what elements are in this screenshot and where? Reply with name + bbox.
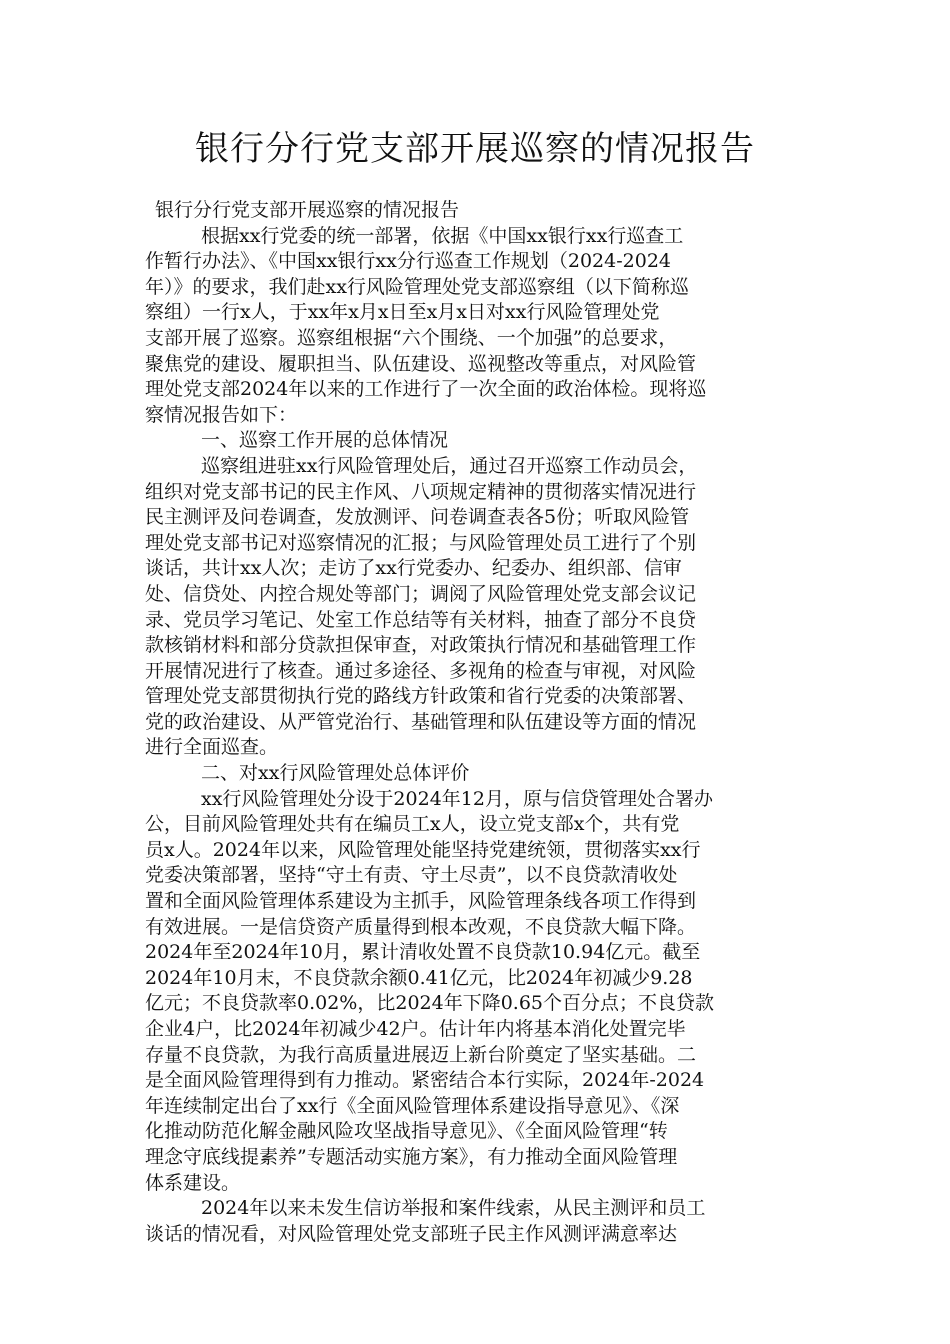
text-line: 理处党支部2024年以来的工作进行了一次全面的政治体检。现将巡	[145, 378, 707, 401]
text-line: 是全面风险管理得到有力推动。紧密结合本行实际，2024年-2024	[145, 1069, 705, 1092]
text-line: 党的政治建设、从严管党治行、基础管理和队伍建设等方面的情况	[145, 710, 697, 733]
text-line: 管理处党支部贯彻执行党的路线方针政策和省行党委的决策部署、	[145, 685, 697, 708]
text-line: 察情况报告如下：	[145, 403, 298, 426]
text-line: 体系建设。	[145, 1171, 241, 1194]
text-line: 2024年10月末，不良贷款余额0.41亿元，比2024年初减少9.28	[145, 966, 693, 989]
text-line: 巡察组进驻xx行风险管理处后，通过召开巡察工作动员会，	[201, 454, 698, 477]
text-line: 处、信贷处、内控合规处等部门；调阅了风险管理处党支部会议记	[145, 582, 697, 605]
text-line: 有效进展。一是信贷资产质量得到根本改观，不良贷款大幅下降。	[145, 915, 697, 938]
text-line: 款核销材料和部分贷款担保审查，对政策执行情况和基础管理工作	[145, 634, 697, 657]
text-line: 察组）一行x人，于xx年x月x日至x月x日对xx行风险管理处党	[145, 301, 660, 324]
text-line: 二、对xx行风险管理处总体评价	[201, 762, 470, 785]
text-line: 公，目前风险管理处共有在编员工x人，设立党支部x个，共有党	[145, 813, 680, 836]
text-line: 根据xx行党委的统一部署，依据《中国xx银行xx行巡查工	[201, 224, 684, 247]
text-line: 员x人。2024年以来，风险管理处能坚持党建统领，贯彻落实xx行	[145, 838, 701, 861]
text-line: xx行风险管理处分设于2024年12月，原与信贷管理处合署办	[201, 787, 713, 810]
text-line: 录、党员学习笔记、处室工作总结等有关材料，抽查了部分不良贷	[145, 608, 697, 631]
text-line: 进行全面巡查。	[145, 736, 279, 759]
text-line: 2024年以来未发生信访举报和案件线索，从民主测评和员工	[201, 1197, 706, 1220]
document-title: 银行分行党支部开展巡察的情况报告	[195, 129, 755, 169]
text-line: 企业4户，比2024年初减少42户。估计年内将基本消化处置完毕	[145, 1018, 686, 1040]
text-line: 作暂行办法》、《中国xx银行xx分行巡查工作规划（2024-2024	[145, 250, 671, 273]
text-line: 年）》的要求，我们赴xx行风险管理处党支部巡察组（以下简称巡	[145, 275, 689, 298]
text-line: 党委决策部署，坚持“守土有责、守土尽责”，以不良贷款清收处	[145, 864, 678, 887]
text-line: 存量不良贷款，为我行高质量进展迈上新台阶奠定了坚实基础。二	[145, 1043, 697, 1066]
text-line: 置和全面风险管理体系建设为主抓手，风险管理条线各项工作得到	[145, 890, 697, 913]
text-line: 理处党支部书记对巡察情况的汇报；与风险管理处员工进行了个别	[145, 531, 697, 554]
text-line: 谈话，共计xx人次；走访了xx行党委办、纪委办、组织部、信审	[145, 557, 682, 580]
text-line: 亿元；不良贷款率0.02%，比2024年下降0.65个百分点；不良贷款	[145, 992, 715, 1015]
text-line: 聚焦党的建设、履职担当、队伍建设、巡视整改等重点，对风险管	[145, 352, 697, 375]
text-line: 理念守底线提素养”专题活动实施方案》，有力推动全面风险管理	[145, 1145, 678, 1168]
text-line: 开展情况进行了核查。通过多途径、多视角的检查与审视，对风险	[145, 659, 697, 682]
text-line: 一、巡察工作开展的总体情况	[201, 429, 449, 452]
text-line: 民主测评及问卷调查，发放测评、问卷调查表各5份；听取风险管	[145, 506, 690, 529]
text-line: 化推动防范化解金融风险攻坚战指导意见》、《全面风险管理“转	[145, 1120, 668, 1143]
text-line: 2024年至2024年10月，累计清收处置不良贷款10.94亿元。截至	[145, 941, 701, 964]
text-line: 支部开展了巡察。巡察组根据“六个围绕、一个加强”的总要求，	[145, 326, 678, 349]
text-line: 银行分行党支部开展巡察的情况报告	[155, 199, 460, 221]
text-line: 组织对党支部书记的民主作风、八项规定精神的贯彻落实情况进行	[145, 480, 697, 503]
text-line: 谈话的情况看，对风险管理处党支部班子民主作风测评满意率达	[145, 1222, 678, 1245]
document-body	[145, 198, 810, 1247]
text-line: 年连续制定出台了xx行《全面风险管理体系建设指导意见》、《深	[145, 1094, 680, 1117]
